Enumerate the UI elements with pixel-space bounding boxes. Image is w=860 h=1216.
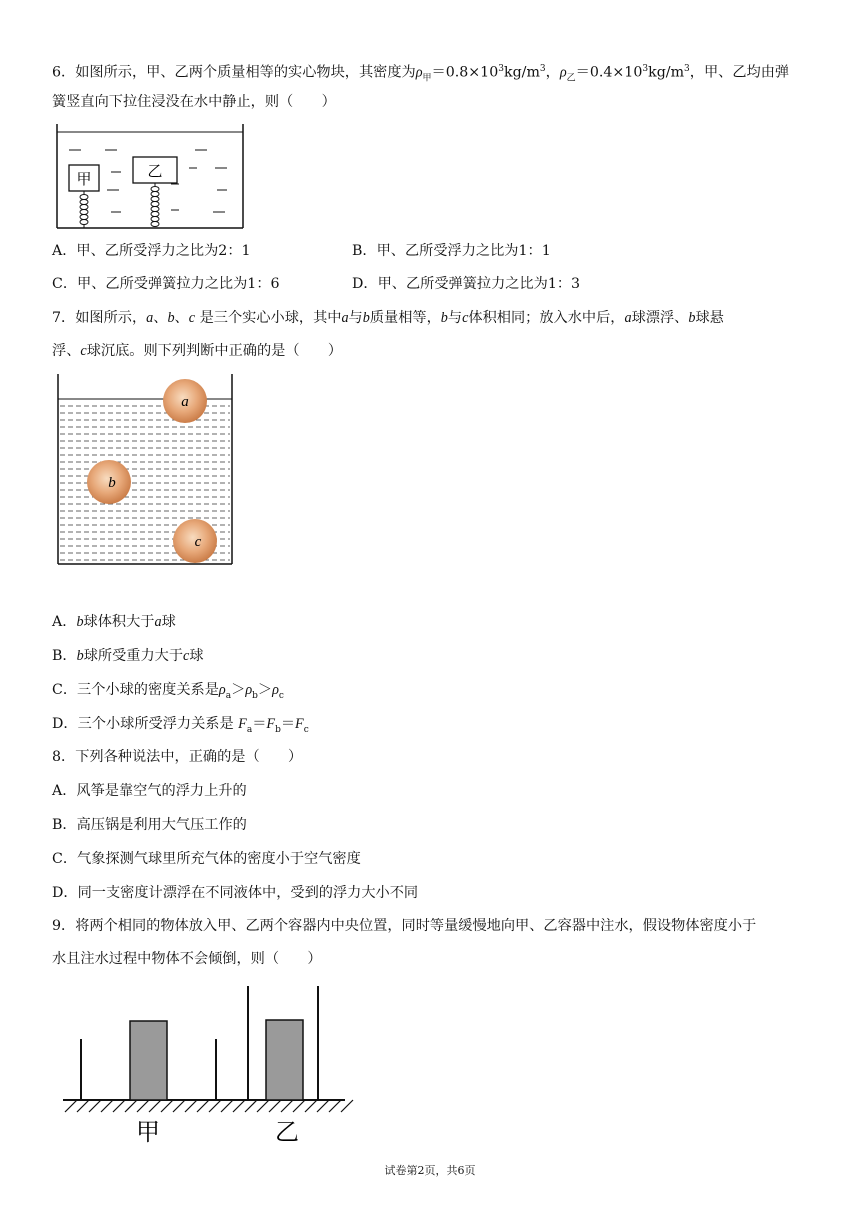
q6-fig-label-jia: 甲	[76, 170, 92, 188]
q6-option-c: C．甲、乙所受弹簧拉力之比为1：6	[52, 276, 280, 292]
q7-option-a: A．b球体积大于a球	[52, 614, 176, 630]
ground-hatch-line	[197, 1100, 209, 1112]
ball-b-label: b	[108, 475, 116, 491]
ground-hatch-line	[209, 1100, 221, 1112]
ground-hatch-line	[329, 1100, 341, 1112]
q8-option-b: B．高压锅是利用大气压工作的	[52, 817, 247, 833]
q6-option-b: B．甲、乙所受浮力之比为1：1	[352, 243, 551, 259]
ground-hatch-line	[101, 1100, 113, 1112]
q9-object-jia	[130, 1021, 167, 1100]
ground-hatch-line	[149, 1100, 161, 1112]
ground-hatch-line	[269, 1100, 281, 1112]
ground-hatch-line	[173, 1100, 185, 1112]
ball-c-label: c	[194, 534, 202, 550]
ground-hatch-line	[221, 1100, 233, 1112]
q8-option-c: C．气象探测气球里所充气体的密度小于空气密度	[52, 851, 361, 867]
q8-option-d: D．同一支密度计漂浮在不同液体中，受到的浮力大小不同	[52, 885, 419, 901]
ground-hatch-line	[77, 1100, 89, 1112]
q9-object-yi	[266, 1020, 303, 1100]
q9-stem-line2: 水且注水过程中物体不会倾倒，则（ ）	[52, 951, 322, 967]
ground-hatch-line	[89, 1100, 101, 1112]
ground-hatch-line	[305, 1100, 317, 1112]
q9-figure-two-containers	[55, 982, 355, 1148]
ground-hatch-line	[257, 1100, 269, 1112]
q7-stem-line1: 7．如图所示，a、b、c 是三个实心小球，其中a与b质量相等，b与c体积相同；放入水中后，a球漂浮、b球悬	[52, 310, 724, 326]
q9-fig-label-yi: 乙	[275, 1118, 299, 1146]
q6-option-d: D．甲、乙所受弹簧拉力之比为1：3	[352, 276, 581, 292]
page-footer: 试卷第2页，共6页	[384, 1164, 476, 1177]
q6-stem-line2: 簧竖直向下拉住浸没在水中静止，则（ ）	[52, 94, 336, 110]
q7-figure-three-balls	[52, 372, 238, 568]
ground-hatch-line	[65, 1100, 77, 1112]
q8-stem: 8．下列各种说法中，正确的是（ ）	[52, 749, 303, 765]
ground-hatch-line	[113, 1100, 125, 1112]
ground-hatch-line	[233, 1100, 245, 1112]
q6-option-a: A．甲、乙所受浮力之比为2：1	[52, 243, 251, 259]
ball-a-label: a	[181, 394, 189, 410]
q6-figure-springs-in-water	[55, 120, 245, 232]
q8-option-a: A．风筝是靠空气的浮力上升的	[52, 783, 247, 799]
ground-hatch-line	[185, 1100, 197, 1112]
ground-hatch-line	[341, 1100, 353, 1112]
ground-hatch-line	[245, 1100, 257, 1112]
ground-hatch-line	[137, 1100, 149, 1112]
q6-fig-label-yi: 乙	[147, 162, 163, 180]
q7-stem-line2: 浮、c球沉底。则下列判断中正确的是（ ）	[52, 343, 343, 359]
q9-fig-label-jia: 甲	[136, 1118, 160, 1146]
q7-option-d: D．三个小球所受浮力关系是 $F_a=F_b=F_c$	[52, 716, 309, 735]
ground-hatch-line	[317, 1100, 329, 1112]
q7-option-b: B．b球所受重力大于c球	[52, 648, 204, 664]
ground-hatch-line	[281, 1100, 293, 1112]
q6-stem-line1: 6．如图所示，甲、乙两个质量相等的实心物块，其密度为$\rho_甲=0.8\times 10^3kg/m^3$，$\rho_乙=0.4\times 10^3kg/m^3$，甲、乙均由弹	[52, 64, 790, 84]
ground-hatch-line	[293, 1100, 305, 1112]
q7-option-c: C．三个小球的密度关系是$\rho_a>\rho_b>\rho_c$	[52, 682, 284, 701]
ground-hatch-line	[161, 1100, 173, 1112]
q9-stem-line1: 9．将两个相同的物体放入甲、乙两个容器内中央位置，同时等量缓慢地向甲、乙容器中注水，假设物体密度小于	[52, 918, 757, 934]
ground-hatch-line	[125, 1100, 137, 1112]
